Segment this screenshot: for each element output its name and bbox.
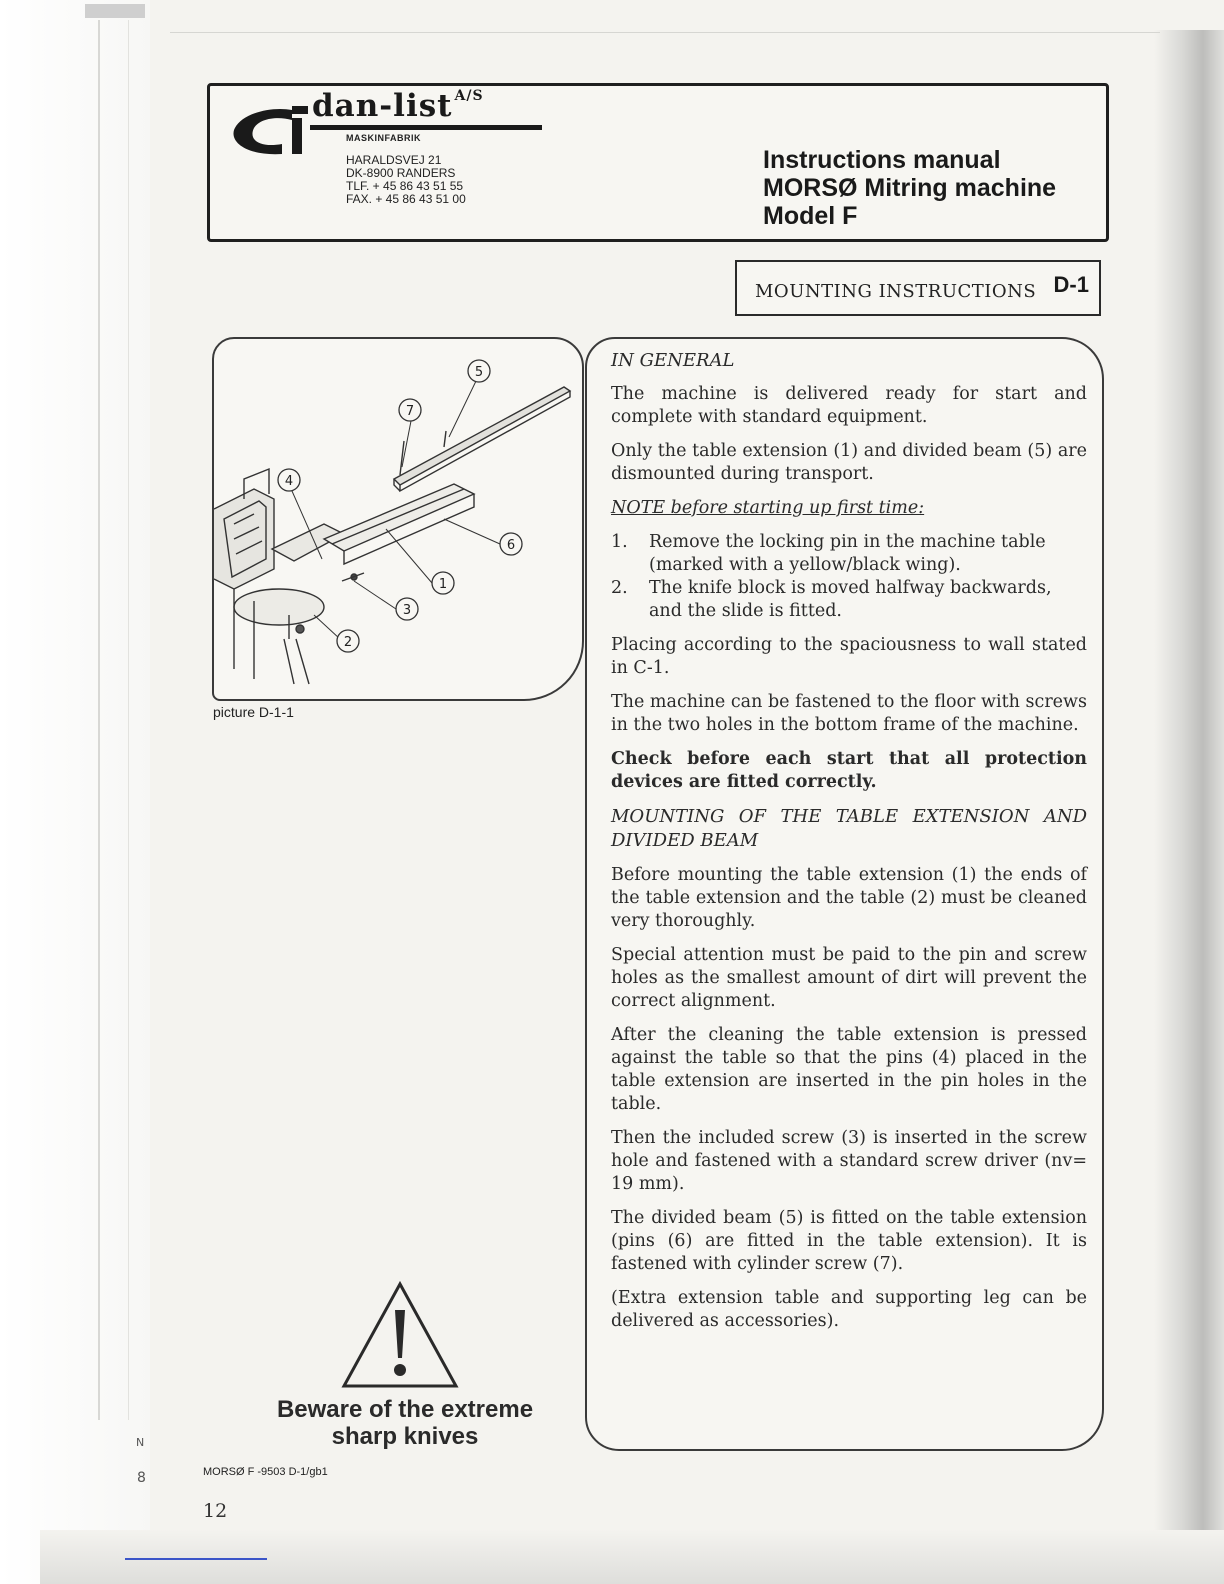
note-item <box>611 577 1087 623</box>
paragraph: Only the table extension (1) and divided beam (5) are dismounted during transport. <box>611 441 1087 484</box>
scan-bottom-shade <box>40 1530 1224 1584</box>
document-header <box>207 83 1109 242</box>
note-item-text: Remove the locking pin in the machine table (marked with a yellow/black wing). <box>649 532 1046 575</box>
paragraph: Before mounting the table extension (1) the ends of the table extension and the table (2) must be cleaned very thoroughly. <box>611 865 1087 931</box>
mounting-heading: MOUNTING OF THE TABLE EXTENSION AND DIVIDED BEAM <box>611 806 1087 851</box>
phone-line: TLF. + 45 86 43 51 55 <box>346 179 464 193</box>
scan-left-line-2 <box>128 20 129 1420</box>
manual-title <box>763 146 1056 230</box>
note-item-number: 1. <box>611 532 628 552</box>
callout-1: 1 <box>438 577 448 592</box>
paragraph: Placing according to the spaciousness to wall stated in C-1. <box>611 635 1087 678</box>
warning-line: sharp knives <box>331 1423 479 1450</box>
warning-triangle-icon <box>340 1280 460 1390</box>
logo-underline <box>310 125 542 130</box>
general-heading: IN GENERAL <box>611 350 735 371</box>
scan-right-shadow <box>1154 30 1224 1584</box>
address-line: HARALDSVEJ 21 <box>346 153 442 167</box>
note-item <box>611 531 1087 577</box>
scan-left-line <box>98 20 100 1420</box>
fax-line: FAX. + 45 86 43 51 00 <box>346 192 466 206</box>
title-line: Model F <box>763 202 858 230</box>
callout-6: 6 <box>506 538 516 553</box>
safety-check-text: Check before each start that all protection devices are fitted correctly. <box>611 749 1087 792</box>
logo-name: dan-list <box>312 88 453 124</box>
logo-suffix: A/S <box>454 88 484 104</box>
paragraph: The machine can be fastened to the floor with screws in the two holes in the bottom frame of the machine. <box>611 692 1087 735</box>
logo-subtitle: MASKINFABRIK <box>346 133 421 143</box>
company-address <box>346 154 466 206</box>
paragraph: The machine is delivered ready for start and complete with standard equipment. <box>611 384 1087 427</box>
callout-4: 4 <box>284 474 294 489</box>
figure-caption: picture D-1-1 <box>213 704 294 720</box>
margin-mark-1: N <box>136 1436 145 1449</box>
machine-body-icon <box>214 469 344 684</box>
note-item-text: The knife block is moved halfway backwards, and the slide is fitted. <box>649 578 1052 621</box>
paragraph: After the cleaning the table extension is pressed against the table so that the pins (4) placed in the table extension are inserted in the pin holes in the table. <box>611 1025 1087 1114</box>
note-heading: NOTE before starting up first time: <box>611 498 925 518</box>
page-number: 12 <box>203 1500 228 1522</box>
instructions-panel <box>585 337 1104 1451</box>
section-title: MOUNTING INSTRUCTIONS <box>755 281 1037 302</box>
title-line: MORSØ Mitring machine <box>763 174 1057 202</box>
address-line: DK-8900 RANDERS <box>346 166 456 180</box>
margin-mark-2: 8 <box>137 1470 146 1486</box>
note-item-number: 2. <box>611 578 628 598</box>
note-list <box>611 531 1087 623</box>
company-logo-text <box>312 88 484 124</box>
section-code: D-1 <box>1053 272 1089 297</box>
title-line: Instructions manual <box>763 146 1001 174</box>
scan-top-rule <box>170 32 1160 33</box>
assembly-figure <box>212 337 584 701</box>
paragraph: Special attention must be paid to the pin and screw holes as the smallest amount of dirt will prevent the correct alignment. <box>611 945 1087 1011</box>
assembly-drawing <box>214 339 582 699</box>
callout-7: 7 <box>405 404 415 419</box>
warning-line: Beware of the extreme <box>276 1396 534 1423</box>
table-extension-icon <box>324 484 474 581</box>
scan-top-mark <box>85 4 145 18</box>
scan-bottom-rule <box>125 1558 267 1560</box>
dan-list-logo-icon <box>230 104 310 160</box>
callout-5: 5 <box>474 365 484 380</box>
divided-beam-icon <box>394 387 570 491</box>
callout-3: 3 <box>402 603 412 618</box>
paragraph: Then the included screw (3) is inserted in the screw hole and fastened with a standard screw driver (nv= 19 mm). <box>611 1128 1087 1194</box>
paragraph: The divided beam (5) is fitted on the table extension (pins (6) are fitted in the table extension). It is fastened with cylinder screw (7). <box>611 1208 1087 1274</box>
document-id: MORSØ F -9503 D-1/gb1 <box>203 1466 328 1478</box>
section-header <box>735 260 1101 316</box>
paragraph: (Extra extension table and supporting leg can be delivered as accessories). <box>611 1288 1087 1331</box>
callout-2: 2 <box>343 635 353 650</box>
instructions-text <box>611 349 1087 1344</box>
warning-text <box>240 1396 570 1450</box>
